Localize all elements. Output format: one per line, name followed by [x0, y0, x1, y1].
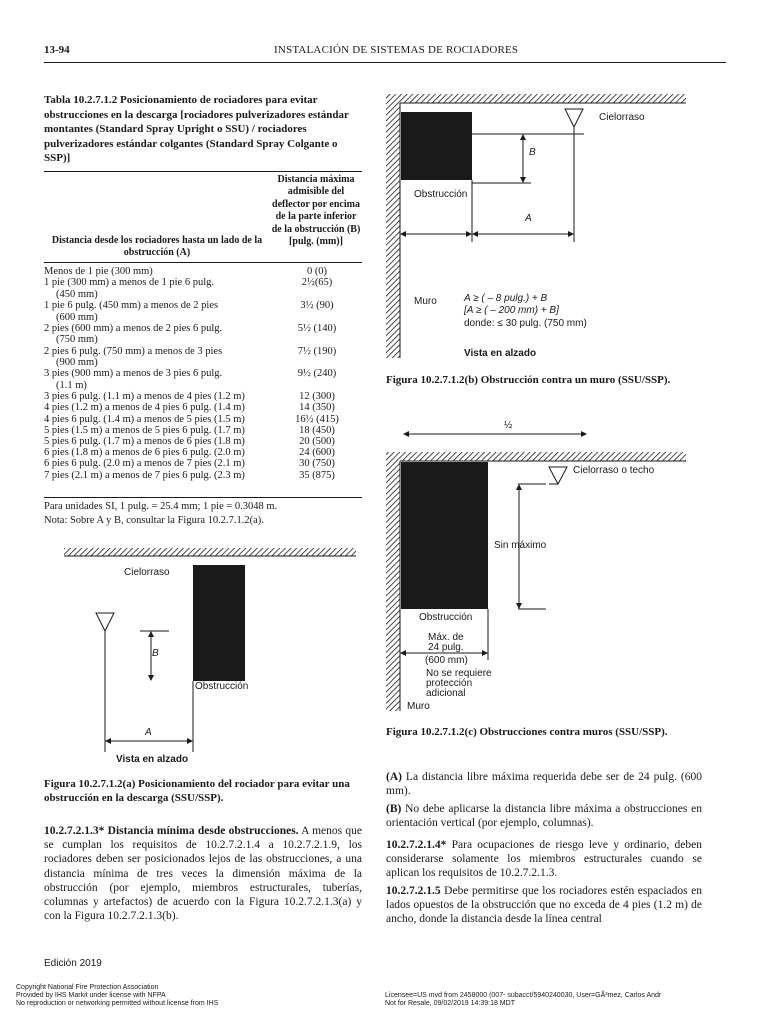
table-cell-distance-b: 0 (0) — [306, 266, 328, 277]
copyright-line-1: Copyright National Fire Protection Association — [16, 984, 159, 991]
table-cell-distance-a-continued: (750 mm) — [56, 334, 98, 346]
table-cell-distance-a: 2 pies 6 pulg. (750 mm) a menos de 3 pies — [44, 345, 223, 357]
table-note-reference: Nota: Sobre A y B, consultar la Figura 10.2.7.1.2(a). — [44, 515, 264, 526]
copyright-line-3: No reproduction or networking permitted without license from IHS — [16, 1000, 219, 1007]
figure-c-max-label-3: (600 mm) — [425, 655, 468, 666]
table-row — [44, 470, 362, 482]
table-row — [44, 414, 362, 426]
table-cell-distance-b: 5½ (140) — [297, 322, 337, 334]
table-header-rule — [44, 262, 362, 263]
table-row — [44, 391, 362, 403]
figure-c-no-protection-2: protección — [426, 678, 473, 689]
paragraph-a — [386, 770, 702, 798]
obstruction-block — [401, 112, 472, 180]
figure-a-label-a: A — [145, 727, 152, 738]
figure-a-diagram — [44, 540, 362, 770]
figure-c-ceiling-label: Cielorraso o techo — [573, 465, 655, 476]
header-rule — [44, 62, 726, 63]
paragraph-body: La distancia libre máxima requerida debe ser de 24 pulg. (600 mm). — [386, 771, 702, 798]
table-bottom-rule — [44, 497, 362, 498]
table-top-rule — [44, 171, 362, 172]
table-header-distance-a: Distancia desde los rociadores hasta un lado de la obstrucción (A) — [51, 235, 263, 258]
figure-b-view-label: Vista en alzado — [464, 348, 537, 359]
figure-b-caption: Figura 10.2.7.1.2(b) Obstrucción contra un muro (SSU/SSP). — [386, 374, 671, 386]
table-header-distance-b: Distancia máxima admisible del deflector por encima de la parte inferior de la obstrucción (B) [pulg. (mm)] — [271, 174, 361, 248]
table-cell-distance-a: 5 pies 6 pulg. (1.7 m) a menos de 6 pies (1.8 m) — [44, 436, 245, 447]
table-row — [44, 323, 362, 346]
table-cell-distance-b: 7½ (190) — [297, 345, 337, 357]
table-cell-distance-b: 14 (350) — [299, 402, 335, 414]
table-row — [44, 458, 362, 470]
paragraph-10-2-7-2-1-3 — [44, 824, 362, 923]
table-row — [44, 402, 362, 414]
table-cell-distance-b: 24 (600) — [299, 447, 335, 459]
table-cell-distance-a-continued: (600 mm) — [56, 311, 98, 323]
table-title: Tabla 10.2.7.1.2 Posicionamiento de rociadores para evitar obstrucciones en la descarga [rociadores pulverizadores estándar montantes (Standard Spray Upright o SSU) / rociadores pulverizadores estándar colgantes (Standard Spray Colgante o SSP)] — [44, 94, 349, 164]
ceiling-hatch — [64, 548, 356, 556]
figure-c-wall-label: Muro — [407, 701, 430, 712]
paragraph-body: No debe aplicarse la distancia libre máxima a obstrucciones en orientación vertical (por ejemplo, columnas). — [386, 803, 702, 830]
figure-c-no-protection-3: adicional — [426, 688, 466, 699]
table-row — [44, 277, 362, 300]
table-row — [44, 266, 362, 278]
paragraph-10-2-7-2-1-5 — [386, 884, 702, 927]
table-cell-distance-a: 2 pies (600 mm) a menos de 2 pies 6 pulg. — [44, 322, 223, 334]
table-row — [44, 346, 362, 369]
table-row — [44, 368, 362, 391]
license-line-1: Licensee=US mvd from 2458000 (007- subacct/5940240030, User=GÃ³mez, Carlos Andr — [385, 992, 662, 999]
figure-c-caption: Figura 10.2.7.1.2(c) Obstrucciones contra muros (SSU/SSP). — [386, 726, 668, 738]
paragraph-lead: (A) — [386, 771, 402, 783]
paragraph-lead: 10.2.7.2.1.4* — [386, 839, 447, 851]
paragraph-lead: 10.2.7.2.1.3* Distancia mínima desde obstrucciones. — [44, 825, 299, 837]
ceiling-hatch — [386, 94, 686, 103]
running-title: INSTALACIÓN DE SISTEMAS DE ROCIADORES — [274, 44, 519, 56]
table-cell-distance-a-continued: (900 mm) — [56, 357, 98, 369]
table-cell-distance-b: 20 (500) — [299, 436, 335, 447]
table-cell-distance-a: 3 pies (900 mm) a menos de 3 pies 6 pulg. — [44, 368, 223, 380]
table-cell-distance-a: 6 pies (1.8 m) a menos de 6 pies 6 pulg. (2.0 m) — [44, 447, 245, 459]
table-cell-distance-a: 4 pies (1.2 m) a menos de 4 pies 6 pulg. (1.4 m) — [44, 402, 245, 414]
table-row — [44, 425, 362, 437]
figure-b-formula-3: donde: ≤ 30 pulg. (750 mm) — [464, 318, 587, 329]
figure-a-view-label: Vista en alzado — [116, 754, 189, 765]
paragraph-body: Debe permitirse que los rociadores estén espaciados en lados opuestos de la obstrucción que no exceda de 4 pies (1.2 m) de ancho, donde la distancia desde la línea central — [386, 885, 702, 926]
obstruction-block — [401, 462, 488, 609]
table-cell-distance-a-continued: (1.1 m) — [56, 379, 87, 391]
table-note-units: Para unidades SI, 1 pulg. = 25.4 mm; 1 pie = 0.3048 m. — [44, 501, 278, 512]
figure-c-no-maximum-label: Sin máximo — [494, 540, 547, 551]
table-row — [44, 300, 362, 323]
figure-b-obstruction-label: Obstrucción — [414, 189, 468, 200]
paragraph-lead: 10.2.7.2.1.5 — [386, 885, 441, 897]
table-row — [44, 447, 362, 459]
figure-b-formula-1: A ≥ ( – 8 pulg.) + B — [464, 293, 548, 304]
table-cell-distance-b: 3½ (90) — [300, 300, 334, 311]
table-cell-distance-b: 35 (875) — [299, 469, 335, 481]
copyright-line-2: Provided by IHS Markit under license with NFPA — [16, 992, 166, 999]
figure-c-obstruction-label: Obstrucción — [419, 612, 473, 623]
figure-a-ceiling-label: Cielorraso — [124, 567, 170, 578]
table-cell-distance-b: 30 (750) — [299, 458, 335, 470]
figure-a-label-b: B — [152, 648, 159, 659]
figure-c-max-label-2: 24 pulg. — [428, 642, 464, 653]
figure-c-no-protection-1: No se requiere — [426, 668, 492, 679]
table-cell-distance-a: 4 pies 6 pulg. (1.4 m) a menos de 5 pies (1.5 m) — [44, 413, 245, 425]
sprinkler-icon — [96, 613, 114, 631]
table-cell-distance-a: 1 pie 6 pulg. (450 mm) a menos de 2 pies — [44, 300, 219, 311]
paragraph-b — [386, 802, 702, 830]
table-cell-distance-a: 1 pie (300 mm) a menos de 1 pie 6 pulg. — [44, 277, 215, 289]
table-cell-distance-a: 5 pies (1.5 m) a menos de 5 pies 6 pulg. (1.7 m) — [44, 424, 245, 436]
paragraph-body: A menos que se cumplan los requisitos de 10.2.7.2.1.4 a 10.2.7.2.1.9, los rociadores deben ser posicionados lejos de las obstrucciones, a una distancia mínima de tres veces la dimensión máxima de la obstrucción (por ejemplo, miembros estructurales, tuberías, columnas y artefactos) de acuerdo con la Figura 10.2.7.2.1.3(a) y con la Figura 10.2.7.2.1.3(b). — [44, 825, 362, 923]
table-cell-distance-a-continued: (450 mm) — [56, 288, 98, 300]
wall-hatch — [386, 103, 400, 358]
license-line-2: Not for Resale, 09/02/2019 14:39:18 MDT — [385, 1000, 515, 1007]
figure-a-obstruction-label: Obstrucción — [195, 681, 249, 692]
sprinkler-icon — [565, 109, 583, 127]
table-cell-distance-a: 3 pies 6 pulg. (1.1 m) a menos de 4 pies (1.2 m) — [44, 391, 245, 403]
table-cell-distance-a: Menos de 1 pie (300 mm) — [44, 266, 153, 277]
figure-a-caption: Figura 10.2.7.1.2(a) Posicionamiento del rociador para evitar una obstrucción en la descarga (SSU/SSP). — [44, 778, 350, 804]
paragraph-body: Para ocupaciones de riesgo leve y ordinario, deben considerarse solamente los miembros estructurales cuando se aplican los requisitos de 10.2.7.2.1.3. — [386, 839, 702, 880]
figure-b-wall-label: Muro — [414, 296, 437, 307]
figure-b-formula-2: [A ≥ ( – 200 mm) + B] — [464, 305, 559, 316]
table-cell-distance-b: 9½ (240) — [297, 368, 337, 380]
sprinkler-icon — [549, 467, 567, 484]
table-cell-distance-b: 12 (300) — [299, 391, 335, 403]
figure-b-label-a: A — [525, 213, 532, 224]
page-number: 13-94 — [44, 44, 70, 56]
edition-label: Edición 2019 — [44, 958, 102, 969]
table-cell-distance-b: 18 (450) — [299, 424, 335, 436]
paragraph-lead: (B) — [386, 803, 402, 815]
table-cell-distance-a: 7 pies (2.1 m) a menos de 7 pies 6 pulg. (2.3 m) — [44, 469, 245, 481]
paragraph-10-2-7-2-1-4 — [386, 838, 702, 881]
table-cell-distance-b: 16½ (415) — [295, 413, 339, 425]
table-row — [44, 436, 362, 448]
table-cell-distance-b: 2½(65) — [301, 277, 333, 289]
ceiling-hatch — [386, 452, 686, 461]
figure-b-label-b: B — [529, 147, 536, 158]
obstruction-block — [193, 565, 245, 681]
figure-c-max-label-1: Máx. de — [428, 632, 464, 643]
wall-hatch — [386, 461, 400, 711]
figure-c-half-label: ½ — [504, 420, 513, 431]
figure-b-ceiling-label: Cielorraso — [599, 112, 645, 123]
table-cell-distance-a: 6 pies 6 pulg. (2.0 m) a menos de 7 pies (2.1 m) — [44, 458, 245, 470]
